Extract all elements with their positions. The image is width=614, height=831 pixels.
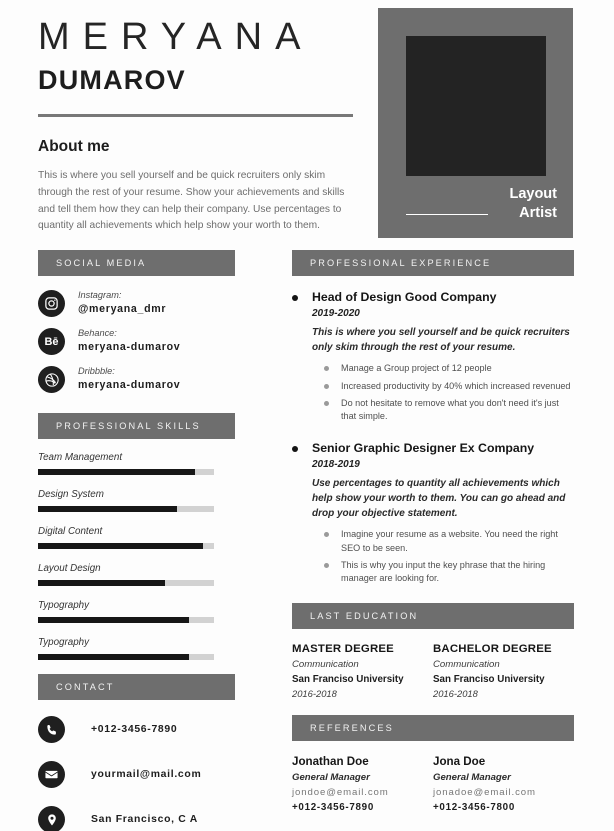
skill-fill	[38, 506, 177, 512]
experience-heading: PROFESSIONAL EXPERIENCE	[292, 250, 574, 276]
skill-track	[38, 543, 214, 549]
social-item-text	[78, 366, 180, 392]
location-pin-icon	[38, 806, 65, 831]
experience-point-text: Increased productivity by 40% which increased revenued	[341, 380, 571, 391]
skill-track	[38, 617, 214, 623]
contact-heading: CONTACT	[38, 674, 235, 700]
education-field: Communication	[433, 659, 500, 671]
reference-phone: +012-3456-7890	[292, 802, 374, 814]
experience-point	[324, 528, 574, 554]
behance-icon: Bē	[38, 328, 65, 355]
contact-value: yourmail@mail.com	[91, 769, 202, 780]
skill-fill	[38, 469, 195, 475]
education-years: 2016-2018	[433, 688, 478, 700]
bullet-icon	[292, 446, 298, 452]
experience-item	[292, 441, 574, 589]
left-column	[38, 250, 235, 831]
reference-email[interactable]: jonadoe@email.com	[433, 787, 536, 799]
role-title	[509, 185, 557, 224]
skill-name: Typography	[38, 600, 90, 611]
education-school: San Franciso University	[292, 674, 404, 686]
skill-item	[38, 526, 235, 549]
reference-role: General Manager	[292, 772, 370, 784]
about-section	[38, 138, 356, 235]
social-item-instagram[interactable]	[38, 290, 235, 317]
sub-bullet-icon	[324, 532, 329, 537]
right-column	[292, 250, 574, 813]
skill-name: Team Management	[38, 452, 123, 463]
contact-list	[38, 716, 235, 831]
skill-track	[38, 506, 214, 512]
skills-list	[38, 452, 235, 660]
skill-item	[38, 563, 235, 586]
reference-phone: +012-3456-7800	[433, 802, 515, 814]
experience-description: Use percentages to quantity all achievements which help show your worth to them. You can go ahead and drop your objective statement.	[312, 478, 566, 520]
sub-bullet-icon	[324, 366, 329, 371]
experience-title: Head of Design Good Company	[312, 290, 497, 304]
contact-item-location[interactable]	[38, 806, 235, 831]
skill-name: Layout Design	[38, 563, 101, 574]
skill-fill	[38, 654, 189, 660]
social-label: Dribbble:	[78, 366, 115, 377]
experience-description: This is where you sell yourself and be quick recruiters only skim through the rest of your resume.	[312, 327, 570, 354]
skill-name: Typography	[38, 637, 90, 648]
experience-point	[324, 380, 574, 393]
education-school: San Franciso University	[433, 674, 545, 686]
skill-fill	[38, 580, 165, 586]
skill-item	[38, 600, 235, 623]
reference-item	[292, 755, 433, 813]
dribbble-icon	[38, 366, 65, 393]
instagram-icon	[38, 290, 65, 317]
skill-name: Design System	[38, 489, 104, 500]
skill-track	[38, 580, 214, 586]
education-degree: MASTER DEGREE	[292, 643, 394, 656]
social-item-text	[78, 328, 180, 354]
reference-name: Jona Doe	[433, 755, 486, 769]
envelope-icon	[38, 761, 65, 788]
references-list	[292, 755, 574, 813]
photo-panel	[378, 8, 573, 238]
experience-list	[292, 290, 574, 589]
experience-point	[324, 559, 574, 585]
photo-placeholder	[406, 36, 546, 176]
last-name: DUMAROV	[38, 64, 186, 95]
experience-point-text: This is why you input the key phrase that the hiring manager are looking for.	[341, 559, 546, 583]
experience-dates: 2018-2019	[312, 459, 360, 471]
skill-item	[38, 452, 235, 475]
education-years: 2016-2018	[292, 688, 337, 700]
contact-value: +012-3456-7890	[91, 724, 178, 735]
social-item-text	[78, 290, 166, 316]
experience-points	[324, 528, 574, 585]
about-title: About me	[38, 138, 110, 155]
experience-title: Senior Graphic Designer Ex Company	[312, 441, 535, 456]
phone-icon	[38, 716, 65, 743]
education-degree: BACHELOR DEGREE	[433, 643, 552, 656]
skill-track	[38, 654, 214, 660]
education-list	[292, 643, 574, 699]
education-item	[292, 643, 433, 699]
reference-item	[433, 755, 574, 813]
experience-point-text: Imagine your resume as a website. You need the right SEO to be seen.	[341, 529, 558, 553]
contact-value: San Francisco, C A	[91, 814, 198, 825]
social-handle: meryana-dumarov	[78, 379, 181, 392]
experience-point	[324, 362, 574, 375]
sub-bullet-icon	[324, 563, 329, 568]
skill-name: Digital Content	[38, 526, 103, 537]
experience-item	[292, 290, 574, 427]
experience-point-text: Do not hesitate to remove what you don't need it's just that simple.	[341, 397, 559, 421]
resume-header	[0, 0, 614, 240]
experience-point	[324, 397, 574, 423]
skill-item	[38, 489, 235, 512]
skill-track	[38, 469, 214, 475]
reference-role: General Manager	[433, 772, 511, 784]
social-handle: @meryana_dmr	[78, 303, 167, 316]
contact-item-phone[interactable]	[38, 716, 235, 743]
social-label: Instagram:	[78, 290, 122, 301]
education-field: Communication	[292, 659, 359, 671]
role-line-2: Artist	[519, 205, 557, 222]
skill-fill	[38, 617, 189, 623]
reference-name: Jonathan Doe	[292, 755, 369, 769]
skills-heading: PROFESSIONAL SKILLS	[38, 413, 235, 439]
social-label: Behance:	[78, 328, 117, 339]
social-handle: meryana-dumarov	[78, 341, 181, 354]
first-name: MERYANA	[38, 16, 314, 58]
education-item	[433, 643, 574, 699]
social-item-dribbble[interactable]	[38, 366, 235, 393]
skill-item	[38, 637, 235, 660]
social-item-behance[interactable]	[38, 328, 235, 355]
bullet-icon	[292, 295, 298, 301]
sub-bullet-icon	[324, 401, 329, 406]
about-text: This is where you sell yourself and be quick recruiters only skim through the rest of your resume. Show your achievements and skills and tell them how they can help their company. Use percentages to quantity all achievements which help show your worth to them.	[38, 170, 345, 232]
experience-point-text: Manage a Group project of 12 people	[341, 363, 492, 374]
social-media-heading: SOCIAL MEDIA	[38, 250, 235, 276]
social-media-list	[38, 290, 235, 393]
role-divider	[406, 214, 488, 216]
education-heading: LAST EDUCATION	[292, 603, 574, 629]
reference-email[interactable]: jondoe@email.com	[292, 787, 389, 799]
experience-dates: 2019-2020	[312, 308, 360, 320]
name-block	[38, 14, 358, 96]
references-heading: REFERENCES	[292, 715, 574, 741]
contact-item-email[interactable]	[38, 761, 235, 788]
role-line-1: Layout	[509, 185, 557, 202]
experience-points	[324, 362, 574, 423]
sub-bullet-icon	[324, 384, 329, 389]
header-divider	[38, 114, 353, 117]
skill-fill	[38, 543, 203, 549]
